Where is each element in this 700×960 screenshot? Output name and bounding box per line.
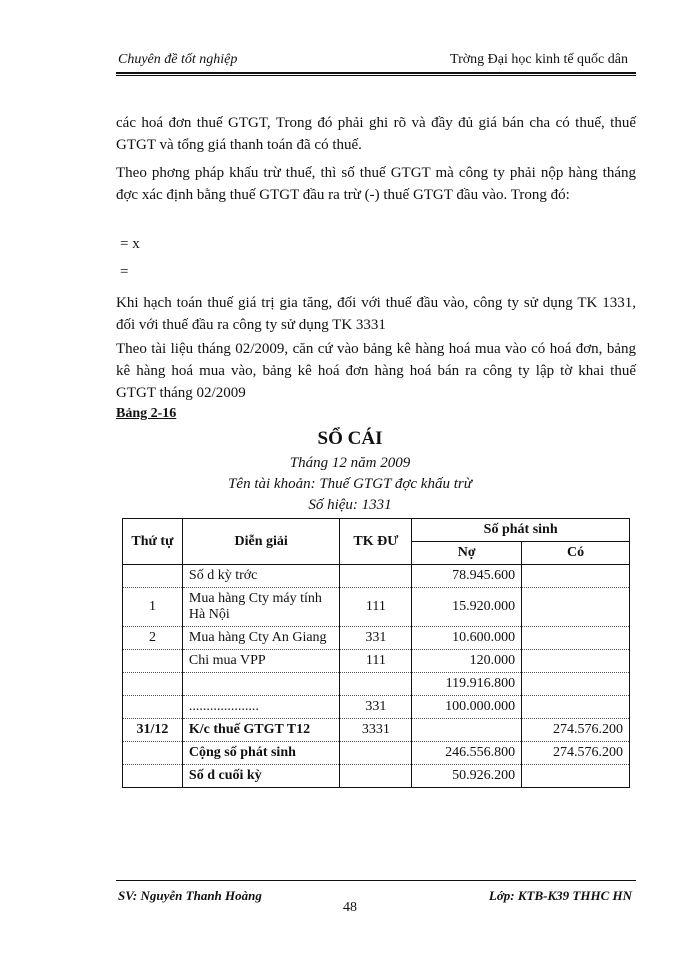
header-tk: TK ĐƯ (340, 519, 412, 565)
cell-order (123, 765, 183, 788)
cell-order (123, 650, 183, 673)
ledger-month: Tháng 12 năm 2009 (289, 455, 411, 471)
cell-debit: 120.000 (412, 650, 522, 673)
cell-credit (522, 765, 630, 788)
cell-credit (522, 696, 630, 719)
cell-order (123, 673, 183, 696)
paragraph-4: Theo tài liệu tháng 02/2009, căn cứ vào bảng kê hàng hoá mua vào có hoá đơn, bảng kê hàng hoá mua vào, bảng kê hoá đơn hàng hoá bán ra công ty lập tờ khai thuế GTGT tháng 02/2009 (116, 341, 636, 401)
header-credit: Có (522, 542, 630, 565)
table-row (123, 673, 630, 696)
table-row (123, 565, 630, 588)
table-row (123, 627, 630, 650)
cell-tk (340, 565, 412, 588)
footer-rule (116, 880, 636, 881)
ledger-account-number: Số hiệu: 1331 (308, 497, 392, 513)
paragraph-2: Theo phơng pháp khấu trừ thuế, thì số thuế GTGT mà công ty phải nộp hàng tháng đợc xác định bằng thuế GTGT đầu ra trừ (-) thuế GTGT đầu vào. Trong đó: (116, 165, 636, 203)
cell-tk: 3331 (340, 719, 412, 742)
paragraph-1: các hoá đơn thuế GTGT, Trong đó phải ghi rõ và đầy đủ giá bán cha có thuế, thuế GTGT và tổng giá thanh toán đã có thuế. (116, 115, 636, 153)
cell-description: K/c thuế GTGT T12 (182, 719, 340, 742)
cell-order (123, 696, 183, 719)
cell-tk: 111 (340, 650, 412, 673)
cell-credit: 274.576.200 (522, 719, 630, 742)
formula-line-1: = x (120, 236, 140, 252)
page-number: 48 (343, 900, 357, 915)
cell-order: 1 (123, 588, 183, 627)
cell-credit (522, 650, 630, 673)
cell-credit (522, 673, 630, 696)
table-row (123, 588, 630, 627)
cell-credit (522, 588, 630, 627)
table-label: Bảng 2-16 (116, 406, 177, 421)
cell-order (123, 565, 183, 588)
cell-order: 31/12 (123, 719, 183, 742)
cell-tk: 331 (340, 627, 412, 650)
cell-tk (340, 765, 412, 788)
cell-debit: 119.916.800 (412, 673, 522, 696)
footer-student: SV: Nguyễn Thanh Hoàng (118, 888, 262, 903)
cell-description: Số d cuối kỳ (182, 765, 340, 788)
ledger-title: SỔ CÁI (317, 428, 383, 449)
header-right: Trờng Đại học kinh tế quốc dân (450, 52, 628, 67)
cell-description: Chi mua VPP (182, 650, 340, 673)
cell-debit: 100.000.000 (412, 696, 522, 719)
table-row (123, 719, 630, 742)
cell-debit (412, 719, 522, 742)
cell-debit: 15.920.000 (412, 588, 522, 627)
header-order: Thứ tự (123, 519, 183, 565)
cell-debit: 78.945.600 (412, 565, 522, 588)
cell-credit (522, 565, 630, 588)
ledger-account-name: Tên tài khoản: Thuế GTGT đợc khấu trừ (228, 476, 472, 492)
table-row (123, 765, 630, 788)
header-description: Diễn giải (182, 519, 340, 565)
cell-description: .................... (182, 696, 340, 719)
header-left: Chuyên đề tốt nghiệp (118, 52, 238, 67)
cell-tk (340, 673, 412, 696)
cell-debit: 50.926.200 (412, 765, 522, 788)
header-rule (116, 72, 636, 74)
header-debit: Nợ (412, 542, 522, 565)
table-row (123, 696, 630, 719)
cell-description: Mua hàng Cty máy tính Hà Nội (182, 588, 340, 627)
cell-order (123, 742, 183, 765)
table-row (123, 742, 630, 765)
paragraph-3: Khi hạch toán thuế giá trị gia tăng, đối với thuế đầu vào, công ty sử dụng TK 1331, đối với thuế đầu ra công ty sử dụng TK 3331 (116, 295, 636, 333)
cell-tk: 331 (340, 696, 412, 719)
cell-credit (522, 627, 630, 650)
footer-class: Lớp: KTB-K39 THHC HN (488, 888, 632, 903)
cell-order: 2 (123, 627, 183, 650)
ledger-table (122, 518, 630, 788)
cell-description (182, 673, 340, 696)
cell-credit: 274.576.200 (522, 742, 630, 765)
header-rule-thin (116, 75, 636, 76)
header-arising: Số phát sinh (412, 519, 630, 542)
table-row (123, 650, 630, 673)
formula-line-2: = (120, 264, 129, 280)
cell-debit: 246.556.800 (412, 742, 522, 765)
cell-description: Mua hàng Cty An Giang (182, 627, 340, 650)
cell-description: Số d kỳ trớc (182, 565, 340, 588)
cell-tk (340, 742, 412, 765)
cell-description: Cộng số phát sinh (182, 742, 340, 765)
cell-tk: 111 (340, 588, 412, 627)
cell-debit: 10.600.000 (412, 627, 522, 650)
